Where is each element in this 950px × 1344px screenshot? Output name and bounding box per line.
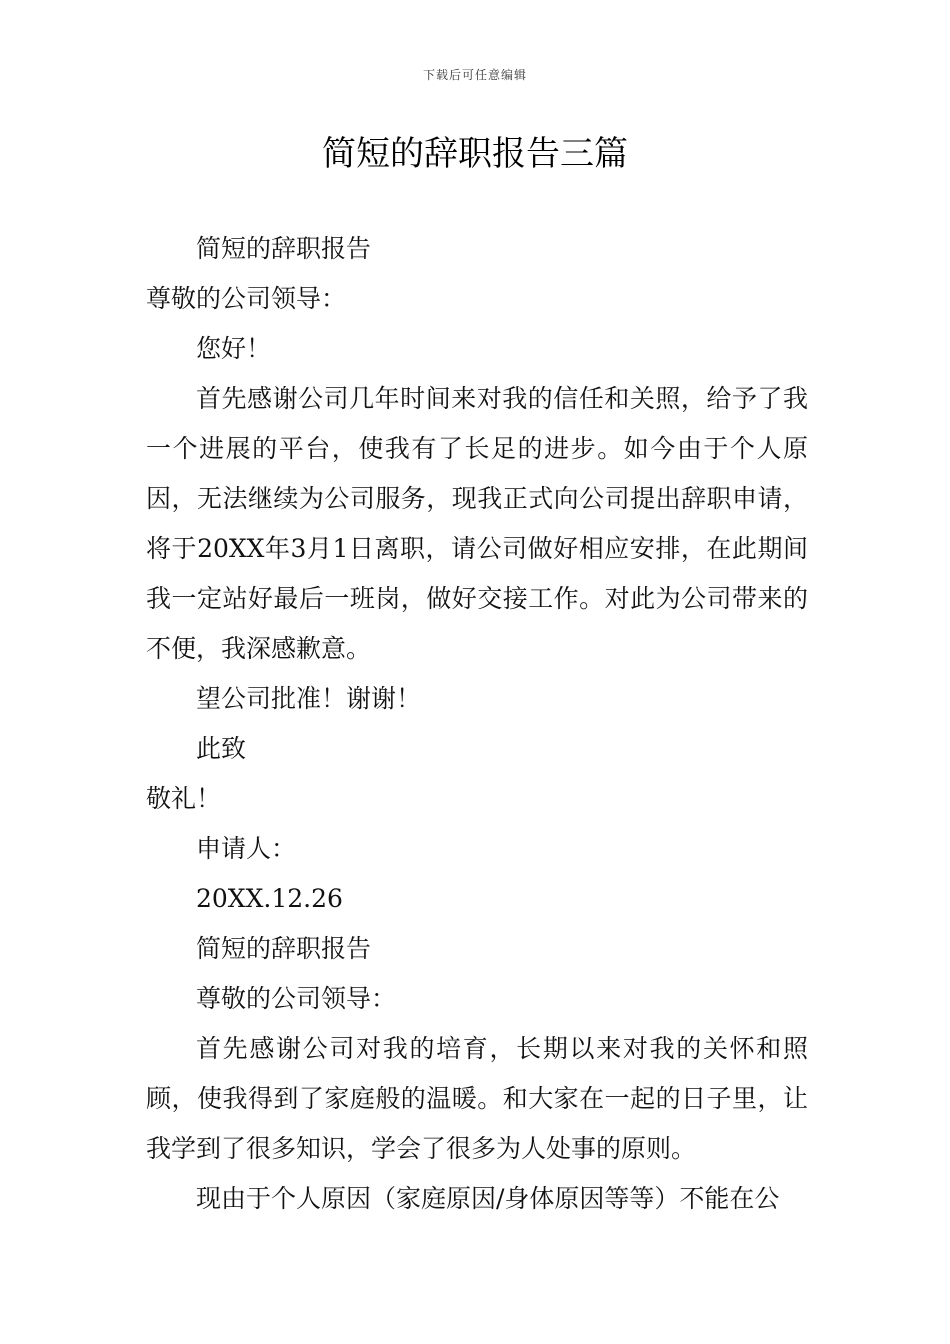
letter1-salutation: 尊敬的公司领导：	[146, 284, 347, 313]
letter1-request: 望公司批准！谢谢！	[196, 684, 422, 713]
letter1-date: 20XX.12.26	[196, 884, 343, 913]
letter1-applicant-label: 申请人：	[196, 834, 297, 863]
letter1-heading: 简短的辞职报告	[196, 234, 372, 263]
document-title: 简短的辞职报告三篇	[322, 134, 628, 174]
letter1-greeting: 您好！	[196, 334, 272, 363]
letter2-heading: 简短的辞职报告	[196, 934, 372, 963]
letter1-closing-1: 此致	[196, 734, 247, 763]
letter2-body-paragraph: 首先感谢公司对我的培育，长期以来对我的关怀和照顾，使我得到了家庭般的温暖。和大家在一起的日子里，让我学到了很多知识，学会了很多为人处事的原则。	[146, 1034, 808, 1163]
document-body	[146, 224, 808, 1224]
letter1-closing-2: 敬礼！	[146, 784, 222, 813]
header-note: 下载后可任意编辑	[422, 68, 527, 82]
letter1-body-paragraph: 首先感谢公司几年时间来对我的信任和关照，给予了我一个进展的平台，使我有了长足的进步。如今由于个人原因，无法继续为公司服务，现我正式向公司提出辞职申请，将于20XX年3月1日离职，请公司做好相应安排，在此期间我一定站好最后一班岗，做好交接工作。对此为公司带来的不便，我深感歉意。	[146, 384, 808, 663]
letter2-body-paragraph-2: 现由于个人原因（家庭原因/身体原因等等）不能在公	[196, 1184, 780, 1213]
letter2-salutation: 尊敬的公司领导：	[196, 984, 397, 1013]
